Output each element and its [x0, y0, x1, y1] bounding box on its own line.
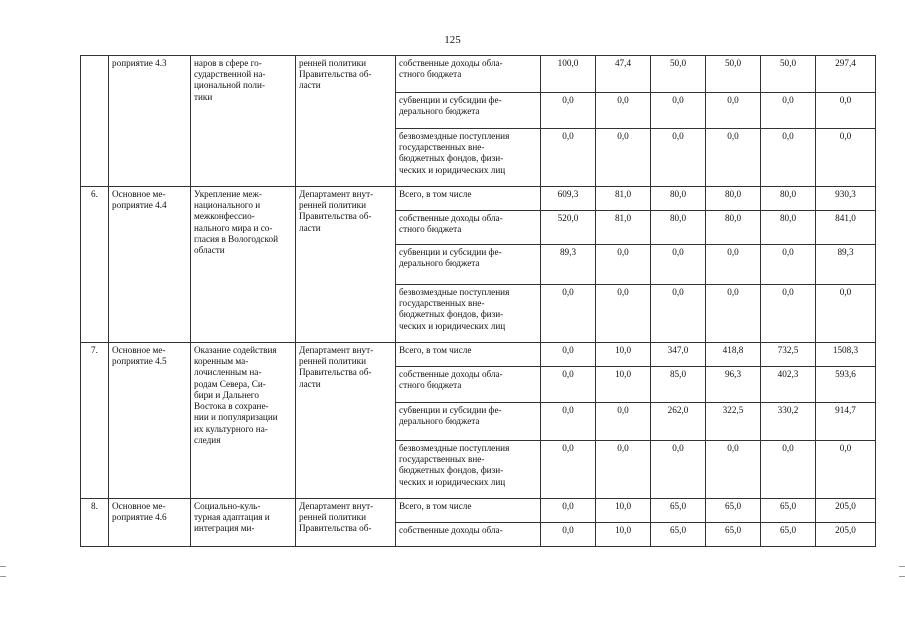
funding-source — [396, 441, 541, 499]
year-value: 80,0 — [761, 211, 816, 245]
year-value: 0,0 — [596, 93, 651, 129]
year-value: 0,0 — [706, 93, 761, 129]
year-value: 330,2 — [761, 403, 816, 441]
event-description — [191, 343, 296, 499]
year-value: 10,0 — [596, 523, 651, 547]
year-value: 65,0 — [651, 523, 706, 547]
total-value: 1508,3 — [816, 343, 876, 367]
funding-source-label: Всего, в том числе — [399, 189, 472, 199]
event-executor-text: Департамент внут- ренней политики Правительства об- ласти — [299, 345, 374, 389]
event-executor — [296, 343, 396, 499]
year-value: 85,0 — [651, 367, 706, 403]
funding-source — [396, 211, 541, 245]
year-value: 0,0 — [761, 245, 816, 285]
total-value: 0,0 — [816, 129, 876, 187]
page-number: 125 — [444, 34, 461, 46]
year-value: 418,8 — [706, 343, 761, 367]
funding-source-label: Всего, в том числе — [399, 345, 472, 355]
year-value: 89,3 — [541, 245, 596, 285]
year-value: 0,0 — [651, 129, 706, 187]
event-name-text: Основное ме- роприятие 4.6 — [112, 501, 167, 523]
year-value: 50,0 — [651, 56, 706, 93]
event-description — [191, 56, 296, 187]
year-value: 732,5 — [761, 343, 816, 367]
year-value: 10,0 — [596, 343, 651, 367]
total-value: 89,3 — [816, 245, 876, 285]
year-value: 0,0 — [541, 523, 596, 547]
funding-source-label: безвозмездные поступления государственных вне- бюджетных фондов, физи- ческих и юридических лиц — [399, 443, 510, 487]
year-value: 402,3 — [761, 367, 816, 403]
year-value: 50,0 — [706, 56, 761, 93]
year-value: 0,0 — [596, 129, 651, 187]
funding-source-label: безвозмездные поступления государственных вне- бюджетных фондов, физи- ческих и юридических лиц — [399, 287, 510, 331]
total-value: 0,0 — [816, 285, 876, 343]
year-value: 80,0 — [761, 187, 816, 211]
year-value: 65,0 — [761, 499, 816, 523]
event-description-text: Укрепление меж- национального и межконфессио- нального мира и со- гласия в Вологодской области — [194, 189, 279, 256]
year-value: 0,0 — [651, 441, 706, 499]
event-description — [191, 187, 296, 343]
year-value: 609,3 — [541, 187, 596, 211]
event-description-text: Социально-куль- турная адаптация и интеграция ми- — [194, 501, 270, 534]
year-value: 0,0 — [596, 441, 651, 499]
event-name-text: роприятие 4.3 — [112, 58, 167, 68]
table-body — [81, 56, 876, 547]
event-executor — [296, 499, 396, 547]
row-number — [81, 187, 109, 343]
funding-source — [396, 187, 541, 211]
right-edge-mark — [899, 566, 905, 567]
year-value: 65,0 — [706, 523, 761, 547]
year-value: 65,0 — [651, 499, 706, 523]
row-number — [81, 499, 109, 547]
total-value: 205,0 — [816, 523, 876, 547]
year-value: 322,5 — [706, 403, 761, 441]
year-value: 80,0 — [651, 187, 706, 211]
year-value: 100,0 — [541, 56, 596, 93]
event-executor-text: ренней политики Правительства об- ласти — [299, 58, 372, 91]
row-number-text: 6. — [91, 189, 98, 199]
year-value: 0,0 — [541, 403, 596, 441]
table-row — [81, 343, 876, 367]
year-value: 0,0 — [706, 285, 761, 343]
row-number-text: 7. — [91, 345, 98, 355]
event-description-text: Оказание содействия коренным ма- лочисленным на- родам Севера, Си- бири и Дальнего Востока в сохране- нии и популяризации их культурного на- следия — [194, 345, 278, 445]
year-value: 0,0 — [541, 499, 596, 523]
year-value: 0,0 — [706, 245, 761, 285]
funding-source-label: собственные доходы обла- стного бюджета — [399, 58, 503, 80]
year-value: 47,4 — [596, 56, 651, 93]
event-name-text: Основное ме- роприятие 4.5 — [112, 345, 167, 367]
year-value: 96,3 — [706, 367, 761, 403]
year-value: 0,0 — [541, 441, 596, 499]
year-value: 520,0 — [541, 211, 596, 245]
funding-source-label: субвенции и субсидии фе- дерального бюджета — [399, 95, 502, 117]
funding-source-label: собственные доходы обла- стного бюджета — [399, 213, 503, 235]
event-name — [109, 499, 191, 547]
event-name — [109, 187, 191, 343]
total-value: 297,4 — [816, 56, 876, 93]
year-value: 0,0 — [706, 129, 761, 187]
row-number — [81, 56, 109, 187]
funding-source — [396, 285, 541, 343]
event-executor-text: Департамент внут- ренней политики Правительства об- ласти — [299, 189, 374, 233]
funding-source — [396, 245, 541, 285]
year-value: 10,0 — [596, 367, 651, 403]
row-number — [81, 343, 109, 499]
year-value: 0,0 — [761, 129, 816, 187]
funding-source — [396, 129, 541, 187]
year-value: 81,0 — [596, 187, 651, 211]
event-executor-text: Департамент внут- ренней политики Правительства об- — [299, 501, 374, 534]
year-value: 0,0 — [651, 245, 706, 285]
total-value: 914,7 — [816, 403, 876, 441]
year-value: 0,0 — [541, 367, 596, 403]
funding-source-label: субвенции и субсидии фе- дерального бюджета — [399, 247, 502, 269]
event-name — [109, 343, 191, 499]
total-value: 593,6 — [816, 367, 876, 403]
table-row — [81, 187, 876, 211]
year-value: 0,0 — [761, 93, 816, 129]
funding-source — [396, 343, 541, 367]
funding-source-label: безвозмездные поступления государственных вне- бюджетных фондов, физи- ческих и юридических лиц — [399, 131, 510, 175]
total-value: 841,0 — [816, 211, 876, 245]
year-value: 0,0 — [596, 285, 651, 343]
funding-source — [396, 367, 541, 403]
funding-source-label: собственные доходы обла- — [399, 525, 503, 535]
year-value: 0,0 — [541, 129, 596, 187]
year-value: 65,0 — [761, 523, 816, 547]
funding-source-label: Всего, в том числе — [399, 501, 472, 511]
total-value: 930,3 — [816, 187, 876, 211]
year-value: 0,0 — [596, 403, 651, 441]
year-value: 0,0 — [541, 285, 596, 343]
right-edge-mark — [899, 576, 905, 577]
year-value: 0,0 — [706, 441, 761, 499]
year-value: 0,0 — [541, 343, 596, 367]
funding-source-label: субвенции и субсидии фе- дерального бюджета — [399, 405, 502, 427]
year-value: 80,0 — [706, 211, 761, 245]
funding-source — [396, 523, 541, 547]
table-row — [81, 499, 876, 523]
year-value: 10,0 — [596, 499, 651, 523]
event-description — [191, 499, 296, 547]
funding-source — [396, 56, 541, 93]
event-name-text: Основное ме- роприятие 4.4 — [112, 189, 167, 211]
year-value: 65,0 — [706, 499, 761, 523]
event-description-text: наров в сфере го- сударственной на- циональной поли- тики — [194, 58, 266, 102]
year-value: 0,0 — [761, 441, 816, 499]
budget-table — [80, 55, 876, 547]
funding-source — [396, 93, 541, 129]
event-name — [109, 56, 191, 187]
year-value: 80,0 — [651, 211, 706, 245]
year-value: 0,0 — [596, 245, 651, 285]
year-value: 0,0 — [541, 93, 596, 129]
year-value: 0,0 — [651, 93, 706, 129]
funding-source — [396, 403, 541, 441]
table-row — [81, 56, 876, 93]
left-edge-mark — [0, 566, 6, 567]
year-value: 50,0 — [761, 56, 816, 93]
year-value: 80,0 — [706, 187, 761, 211]
row-number-text: 8. — [91, 501, 98, 511]
total-value: 0,0 — [816, 441, 876, 499]
year-value: 81,0 — [596, 211, 651, 245]
total-value: 205,0 — [816, 499, 876, 523]
year-value: 262,0 — [651, 403, 706, 441]
funding-source — [396, 499, 541, 523]
left-edge-mark — [0, 576, 6, 577]
event-executor — [296, 187, 396, 343]
event-executor — [296, 56, 396, 187]
year-value: 0,0 — [651, 285, 706, 343]
year-value: 347,0 — [651, 343, 706, 367]
year-value: 0,0 — [761, 285, 816, 343]
funding-source-label: собственные доходы обла- стного бюджета — [399, 369, 503, 391]
total-value: 0,0 — [816, 93, 876, 129]
